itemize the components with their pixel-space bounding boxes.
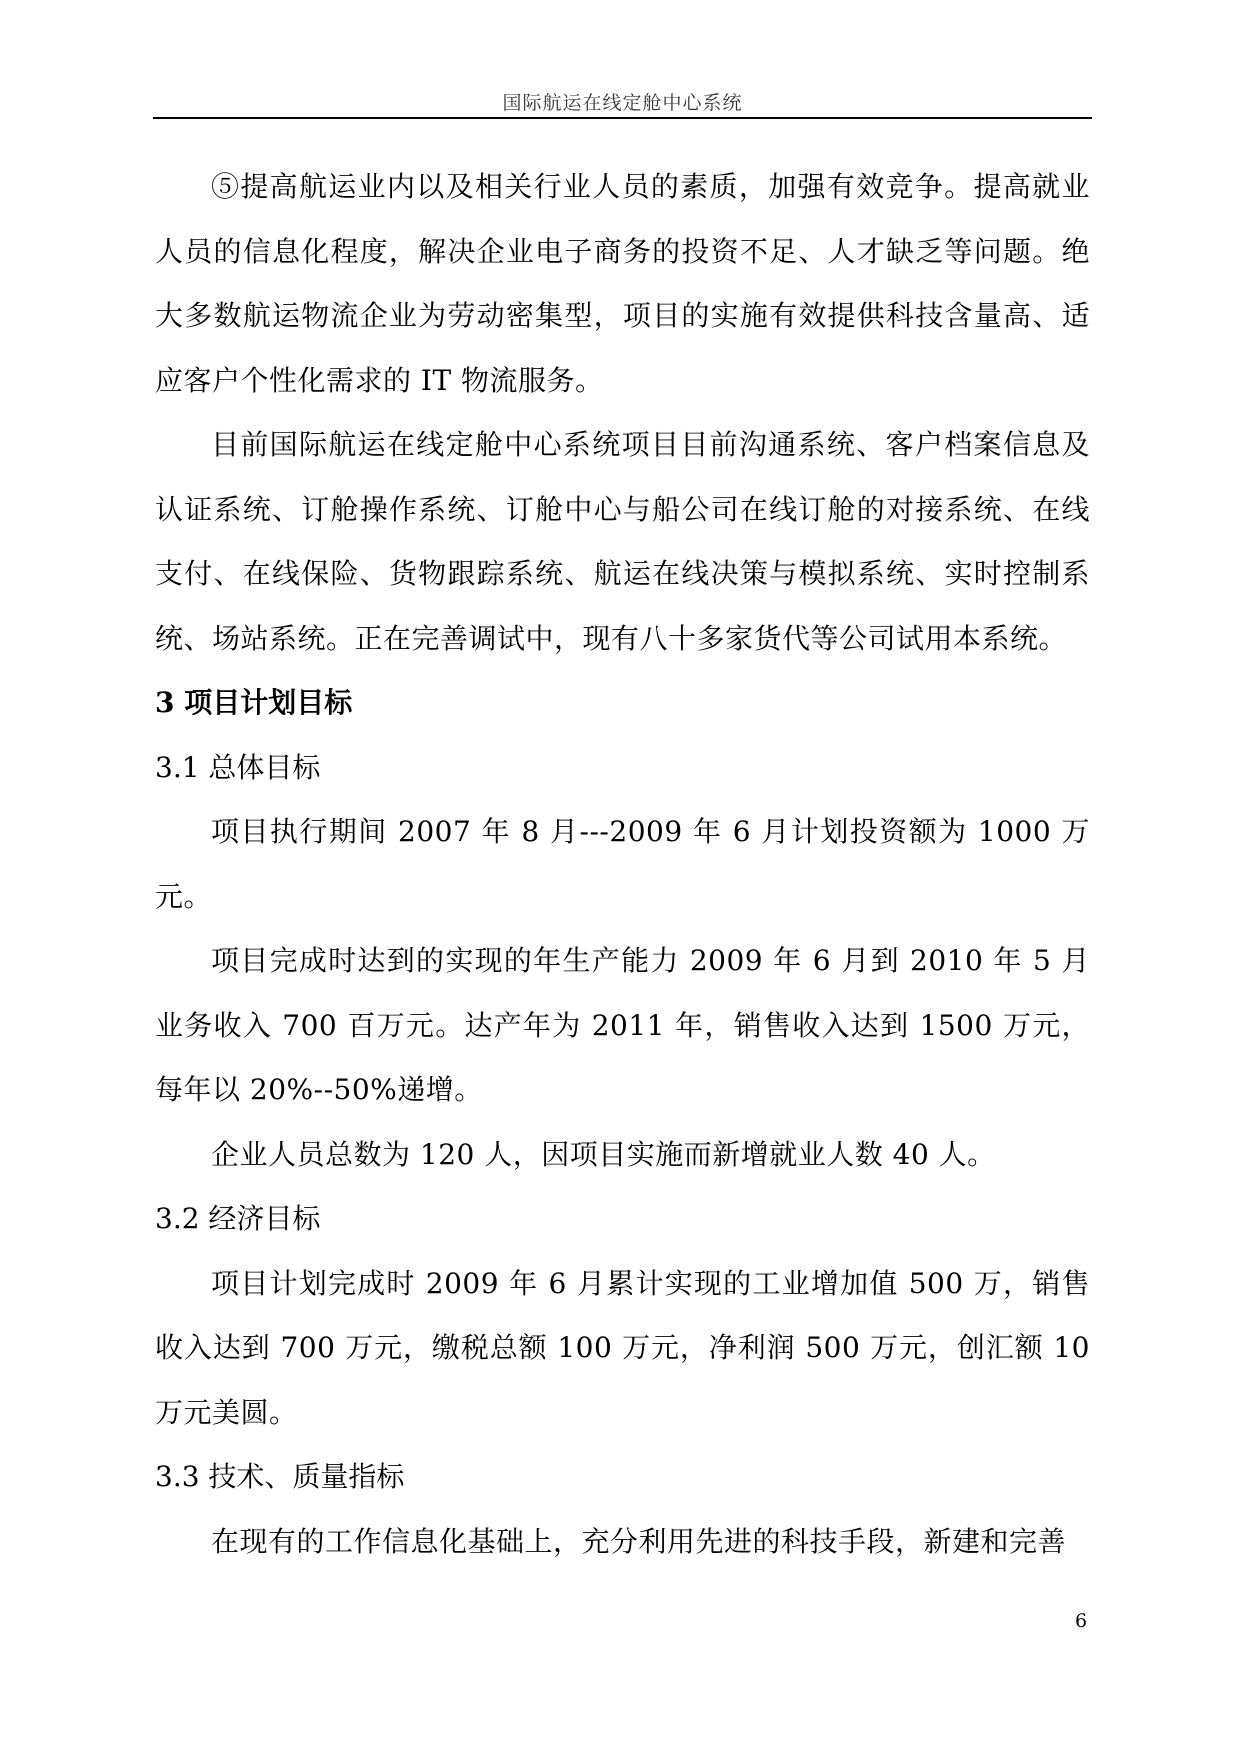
paragraph-investment: 项目执行期间 2007 年 8 月---2009 年 6 月计划投资额为 1000 万元。 [155, 815, 1090, 913]
page-number: 6 [1075, 1610, 1088, 1632]
section-heading-3-1: 3.1 总体目标 [155, 750, 321, 784]
section-heading-3-2: 3.2 经济目标 [155, 1202, 321, 1235]
paragraph-competition: ⑤提高航运业内以及相关行业人员的素质，加强有效竞争。提高就业人员的信息化程度，解决企业电子商务的投资不足、人才缺乏等问题。绝大多数航运物流企业为劳动密集型，项目的实施有效提供科技含量高、适应客户个性化需求的 IT 物流服务。 [155, 170, 1090, 397]
document-body [155, 155, 1090, 1574]
paragraph-capacity: 项目完成时达到的实现的年生产能力 2009 年 6 月到 2010 年 5 月业务收入 700 百万元。达产年为 2011 年，销售收入达到 1500 万元，每年以 20%--50%递增。 [155, 944, 1090, 1106]
paragraph-economic: 项目计划完成时 2009 年 6 月累计实现的工业增加值 500 万，销售收入达到 700 万元，缴税总额 100 万元，净利润 500 万元，创汇额 10 万元美圆。 [155, 1266, 1090, 1429]
page-header [153, 82, 1092, 119]
paragraph-staff: 企业人员总数为 120 人，因项目实施而新增就业人数 40 人。 [211, 1137, 996, 1171]
header-title: 国际航运在线定舱中心系统 [502, 92, 743, 114]
paragraph-technical: 在现有的工作信息化基础上，充分利用先进的科技手段，新建和完善 [211, 1524, 1067, 1558]
paragraph-current-status: 目前国际航运在线定舱中心系统项目目前沟通系统、客户档案信息及认证系统、订舱操作系统、订舱中心与船公司在线订舱的对接系统、在线支付、在线保险、货物跟踪系统、航运在线决策与模拟系统、实时控制系统、场站系统。正在完善调试中，现有八十多家货代等公司试用本系统。 [155, 428, 1090, 655]
section-heading-3-3: 3.3 技术、质量指标 [155, 1460, 405, 1493]
section-heading-3: 3 项目计划目标 [155, 686, 353, 719]
